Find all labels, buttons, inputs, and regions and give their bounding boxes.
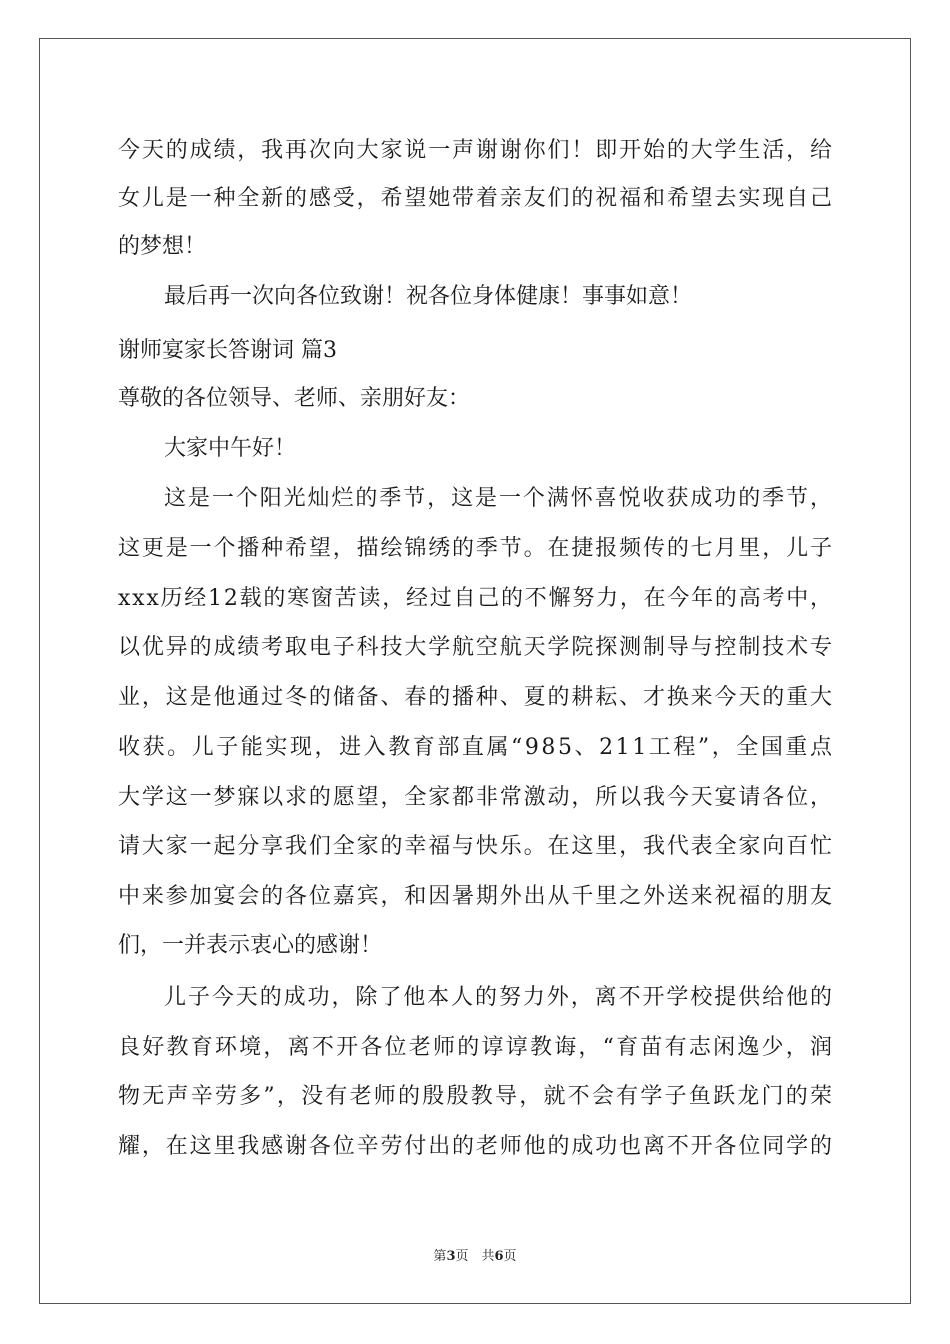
text-line: 业，这是他通过冬的储备、春的播种、夏的耕耘、才换来今天的重大: [118, 685, 834, 710]
text-line: 女儿是一种全新的感受，希望她带着亲友们的祝福和希望去实现自己: [118, 186, 834, 211]
text-line: 今天的成绩，我再次向大家说一声谢谢你们！即开始的大学生活，给: [118, 138, 834, 163]
page-border: [39, 38, 911, 1304]
greeting: 大家中午好！: [164, 436, 297, 461]
text-line: 的梦想！: [118, 234, 207, 259]
text-line: 最后再一次向各位致谢！祝各位身体健康！事事如意！: [164, 284, 693, 309]
text-line: 大学这一梦寐以求的愿望，全家都非常激动，所以我今天宴请各位，: [118, 785, 834, 810]
text-line: 中来参加宴会的各位嘉宾，和因暑期外出从千里之外送来祝福的朋友: [118, 884, 834, 909]
text-line: 这更是一个播种希望，描绘锦绣的季节。在捷报频传的七月里，儿子: [118, 536, 834, 561]
text-line: 耀，在这里我感谢各位辛劳付出的老师他的成功也离不开各位同学的: [118, 1134, 834, 1159]
page-total: 6: [494, 1249, 504, 1264]
text-line: 请大家一起分享我们全家的幸福与快乐。在这里，我代表全家向百忙: [118, 834, 834, 859]
section-heading: 谢师宴家长答谢词 篇3: [118, 338, 337, 363]
page-current: 3: [446, 1249, 456, 1264]
text-line: 儿子今天的成功，除了他本人的努力外，离不开学校提供给他的: [164, 985, 834, 1010]
text-line: 良好教育环境，离不开各位老师的谆谆教诲，“育苗有志闲逸少，润: [118, 1035, 835, 1060]
salutation: 尊敬的各位领导、老师、亲朋好友：: [118, 386, 471, 411]
page-mid: 页 共: [455, 1249, 495, 1264]
text-line: xxx历经12载的寒窗苦读，经过自己的不懈努力，在今年的高考中，: [118, 586, 834, 611]
text-line: 收获。儿子能实现，进入教育部直属“985、211工程”，全国重点: [118, 735, 835, 760]
page-prefix: 第: [433, 1249, 447, 1264]
text-line: 以优异的成绩考取电子科技大学航空航天学院探测制导与控制技术专: [118, 635, 834, 660]
text-line: 这是一个阳光灿烂的季节，这是一个满怀喜悦收获成功的季节，: [164, 486, 834, 511]
page-suffix: 页: [503, 1249, 517, 1264]
text-line: 物无声辛劳多”，没有老师的殷殷教导，就不会有学子鱼跃龙门的荣: [118, 1084, 835, 1109]
text-line: 们，一并表示衷心的感谢！: [118, 933, 383, 958]
page-footer: [0, 1245, 950, 1264]
